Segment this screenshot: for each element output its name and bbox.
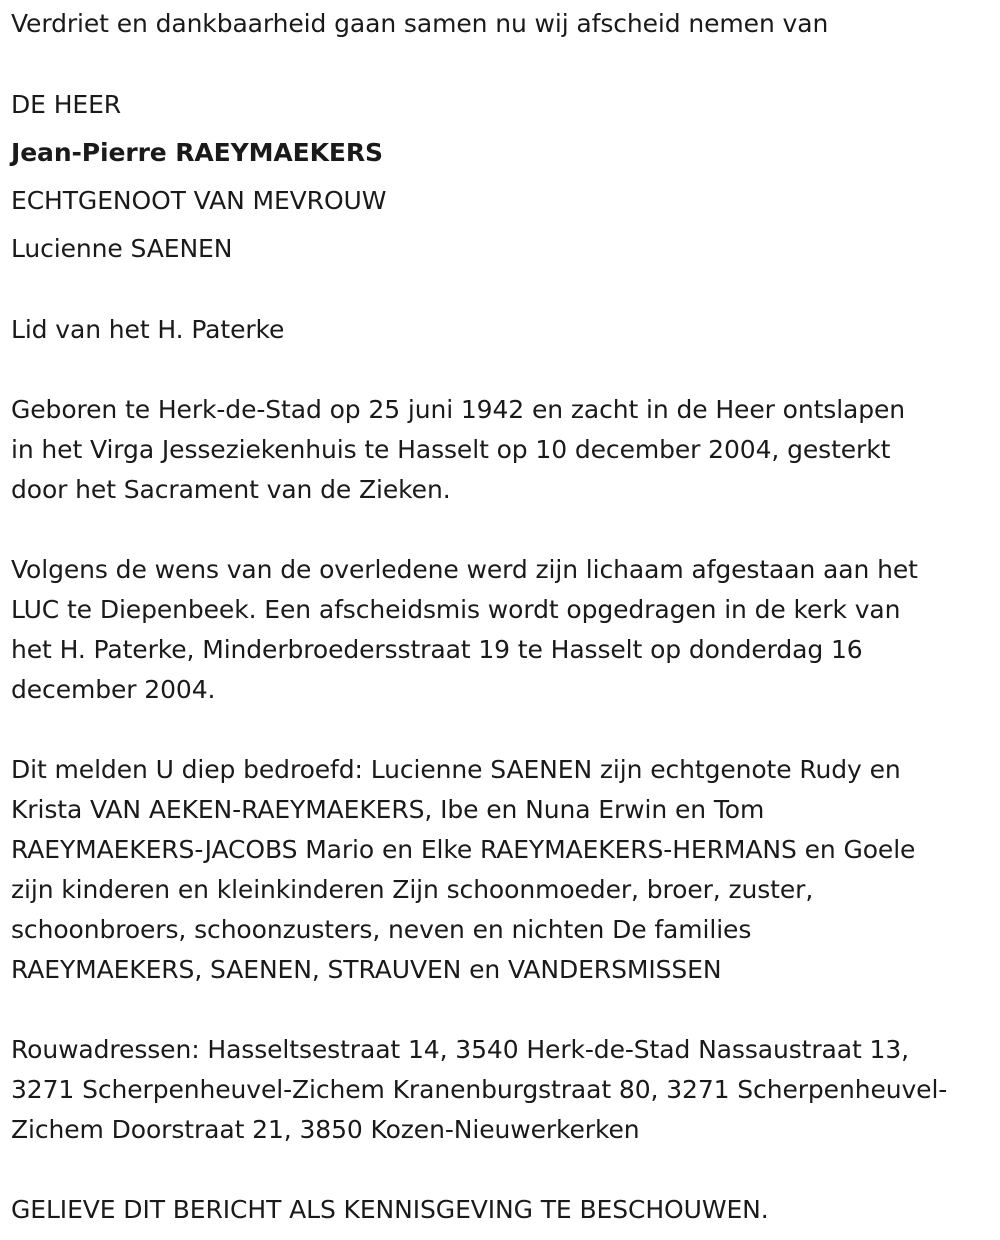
membership-text: Lid van het H. Paterke (11, 315, 285, 344)
title-text: DE HEER (11, 90, 122, 119)
address-line: Zichem Doorstraat 21, 3850 Kozen-Nieuwerkerken (11, 1115, 640, 1144)
family-line: schoonbroers, schoonzusters, neven en nichten De families (11, 915, 752, 944)
deceased-name: Jean-Pierre RAEYMAEKERS (11, 138, 383, 167)
ceremony-line: LUC te Diepenbeek. Een afscheidsmis wordt opgedragen in de kerk van (11, 595, 901, 624)
family-line: zijn kinderen en kleinkinderen Zijn schoonmoeder, broer, zuster, (11, 875, 814, 904)
family-line: Dit melden U diep bedroefd: Lucienne SAENEN zijn echtgenote Rudy en (11, 755, 901, 784)
family-line: RAEYMAEKERS-JACOBS Mario en Elke RAEYMAEKERS-HERMANS en Goele (11, 835, 916, 864)
birth-death-line: Geboren te Herk-de-Stad op 25 juni 1942 en zacht in de Heer ontslapen (11, 395, 906, 424)
address-line: Rouwadressen: Hasseltsestraat 14, 3540 Herk-de-Stad Nassaustraat 13, (11, 1035, 909, 1064)
closing-text: GELIEVE DIT BERICHT ALS KENNISGEVING TE BESCHOUWEN. (11, 1195, 769, 1224)
ceremony-line: het H. Paterke, Minderbroedersstraat 19 te Hasselt op donderdag 16 (11, 635, 863, 664)
family-line: Krista VAN AEKEN-RAEYMAEKERS, Ibe en Nuna Erwin en Tom (11, 795, 765, 824)
birth-death-line: in het Virga Jesseziekenhuis te Hasselt op 10 december 2004, gesterkt (11, 435, 891, 464)
address-line: 3271 Scherpenheuvel-Zichem Kranenburgstraat 80, 3271 Scherpenheuvel- (11, 1075, 948, 1104)
spouse-label: ECHTGENOOT VAN MEVROUW (11, 186, 387, 215)
ceremony-line: Volgens de wens van de overledene werd zijn lichaam afgestaan aan het (11, 555, 918, 584)
ceremony-line: december 2004. (11, 675, 216, 704)
spouse-name: Lucienne SAENEN (11, 234, 233, 263)
intro-text: Verdriet en dankbaarheid gaan samen nu wij afscheid nemen van (11, 9, 829, 38)
birth-death-line: door het Sacrament van de Zieken. (11, 475, 451, 504)
family-line: RAEYMAEKERS, SAENEN, STRAUVEN en VANDERSMISSEN (11, 955, 722, 984)
